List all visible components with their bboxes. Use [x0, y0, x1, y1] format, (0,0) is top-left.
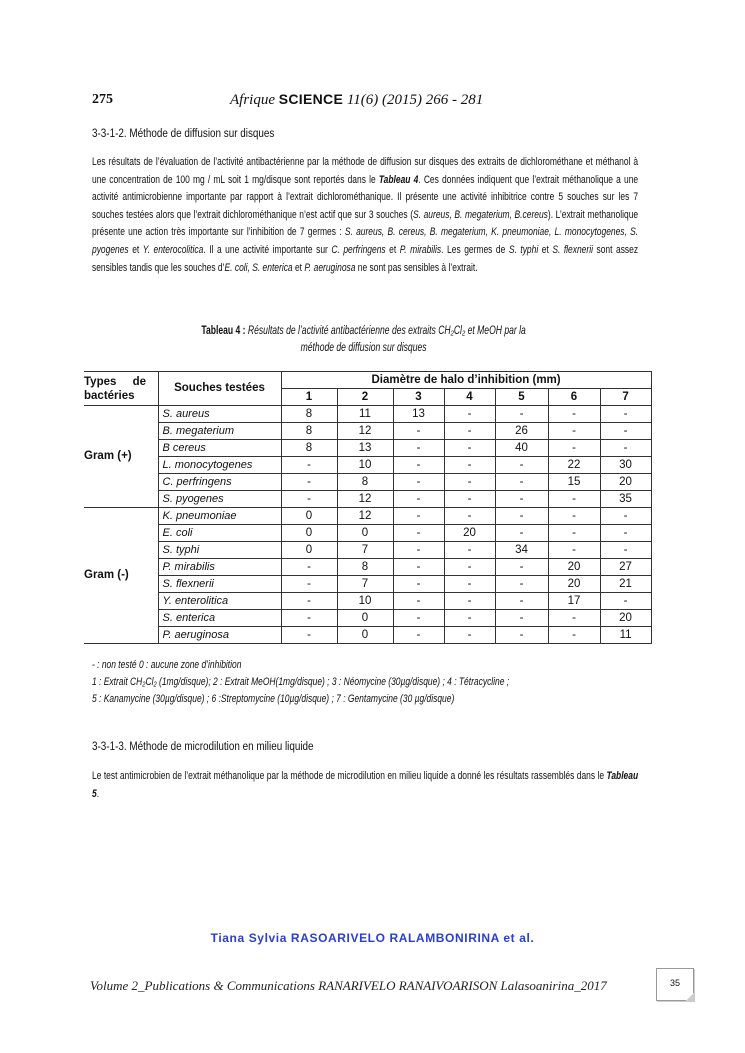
value-cell: -	[495, 559, 548, 576]
table-row	[84, 474, 651, 491]
table-legend	[92, 657, 649, 708]
value-cell: 13	[337, 440, 393, 457]
value-cell: 8	[281, 406, 337, 423]
value-cell: 0	[281, 508, 337, 525]
value-cell: 11	[600, 627, 651, 644]
table-caption	[92, 323, 635, 356]
paragraph-diffusion	[92, 154, 638, 277]
species-ref: E. coli, S. enterica	[224, 261, 293, 274]
value-cell: -	[281, 559, 337, 576]
value-cell: -	[281, 491, 337, 508]
value-cell: 11	[337, 406, 393, 423]
group-label: Gram (+)	[84, 406, 158, 508]
value-cell: -	[281, 576, 337, 593]
value-cell: 17	[548, 593, 600, 610]
section-title-microdilution: 3-3-1-3. Méthode de microdilution en milieu liquide	[92, 741, 314, 753]
species-cell: S. aureus	[158, 406, 281, 423]
value-cell: 20	[600, 610, 651, 627]
value-cell: -	[495, 474, 548, 491]
value-cell: 34	[495, 542, 548, 559]
value-cell: 40	[495, 440, 548, 457]
page-box: 35	[656, 968, 694, 1001]
value-cell: 12	[337, 508, 393, 525]
value-cell: 10	[337, 457, 393, 474]
value-cell: -	[495, 457, 548, 474]
value-cell: -	[548, 525, 600, 542]
value-cell: -	[600, 423, 651, 440]
value-cell: 30	[600, 457, 651, 474]
legend-line: 5 : Kanamycine (30µg/disque) ; 6 :Streptomycine (10µg/disque) ; 7 : Gentamycine (30 µg/disque)	[92, 693, 455, 705]
value-cell: -	[393, 474, 444, 491]
species-cell: S. pyogenes	[158, 491, 281, 508]
value-cell: 12	[337, 423, 393, 440]
types-header	[84, 372, 158, 406]
column-number: 3	[393, 389, 444, 406]
value-cell: -	[495, 525, 548, 542]
value-cell: 21	[600, 576, 651, 593]
text-run: . Il a une activité importante sur	[203, 243, 332, 256]
value-cell: -	[393, 610, 444, 627]
value-cell: -	[393, 440, 444, 457]
header-word: de	[132, 375, 146, 388]
species-ref: S. aureus, B. megaterium, B.cereus	[413, 208, 548, 221]
caption-line: Résultats de l’activité antibactérienne des extraits CH₂Cl₂ et MeOH par la	[247, 324, 526, 337]
value-cell: -	[600, 440, 651, 457]
value-cell: 7	[337, 576, 393, 593]
text-run: ne sont pas sensibles à l’extrait.	[355, 261, 478, 274]
legend-line: - : non testé 0 : aucune zone d’inhibition	[92, 659, 242, 671]
value-cell: -	[548, 406, 600, 423]
journal-header	[230, 91, 483, 109]
value-cell: 20	[600, 474, 651, 491]
species-ref: S. flexnerii	[552, 243, 593, 256]
value-cell: -	[393, 491, 444, 508]
species-cell: S. flexnerii	[158, 576, 281, 593]
table-row	[84, 627, 651, 644]
table-row	[84, 457, 651, 474]
species-cell: C. perfringens	[158, 474, 281, 491]
text-run: .	[96, 787, 100, 800]
value-cell: 26	[495, 423, 548, 440]
species-cell: P. aeruginosa	[158, 627, 281, 644]
value-cell: -	[393, 627, 444, 644]
species-cell: P. mirabilis	[158, 559, 281, 576]
value-cell: -	[495, 576, 548, 593]
species-cell: B cereus	[158, 440, 281, 457]
species-ref: S. aureus, B. cereus, B. megaterium, K. pneumoniae, L. monocytogenes, S. pyogenes	[92, 226, 639, 256]
value-cell: -	[281, 593, 337, 610]
author-line: Tiana Sylvia RASOARIVELO RALAMBONIRINA et al.	[210, 931, 535, 945]
value-cell: -	[281, 457, 337, 474]
value-cell: -	[444, 627, 495, 644]
value-cell: -	[393, 457, 444, 474]
value-cell: -	[444, 406, 495, 423]
species-cell: S. enterica	[158, 610, 281, 627]
value-cell: -	[444, 559, 495, 576]
value-cell: 8	[337, 559, 393, 576]
value-cell: -	[548, 610, 600, 627]
value-cell: -	[444, 508, 495, 525]
species-ref: P. mirabilis	[399, 243, 442, 256]
value-cell: 10	[337, 593, 393, 610]
species-ref: C. perfringens	[331, 243, 386, 256]
value-cell: -	[600, 406, 651, 423]
table-row	[84, 406, 651, 423]
species-ref: Y. enterocolitica	[142, 243, 204, 256]
species-cell: S. typhi	[158, 542, 281, 559]
column-number: 5	[495, 389, 548, 406]
value-cell: 0	[337, 610, 393, 627]
value-cell: -	[444, 542, 495, 559]
table-row	[84, 423, 651, 440]
value-cell: 7	[337, 542, 393, 559]
text-run: . Les germes de	[441, 243, 509, 256]
value-cell: -	[548, 508, 600, 525]
value-cell: -	[444, 491, 495, 508]
paragraph-microdilution	[92, 768, 638, 803]
species-cell: Y. enterolitica	[158, 593, 281, 610]
species-cell: L. monocytogenes	[158, 457, 281, 474]
value-cell: 22	[548, 457, 600, 474]
value-cell: -	[393, 559, 444, 576]
value-cell: -	[393, 508, 444, 525]
table-row	[84, 576, 651, 593]
diameter-header: Diamètre de halo d’inhibition (mm)	[281, 372, 651, 389]
species-ref: S. typhi	[508, 243, 539, 256]
species-ref: P. aeruginosa	[304, 261, 356, 274]
value-cell: 20	[548, 576, 600, 593]
value-cell: -	[495, 610, 548, 627]
text-run: Les résultats de l’évaluation de l’activité antibactérienne par la méthode de diffusion sur disques des extraits de dichlorométhane et méthanol à une concentration de 100 mg / mL soit 1 mg/disque sont reportés dans le	[92, 156, 639, 186]
value-cell: -	[444, 593, 495, 610]
souches-header: Souches testées	[158, 372, 281, 406]
text-run: . Ces données indiquent que l’extrait méthanolique a une activité antimicrobienne importante par rapport à l’extrait dichlorométhanique. Il présente une activité inhibitrice contre 5 souches sur les 7 souches testées alors que l’extrait dichlorométhanique n’est actif que sur 3 souches (	[92, 173, 639, 221]
table-row	[84, 440, 651, 457]
value-cell: -	[444, 440, 495, 457]
section-title-diffusion: 3-3-1-2. Méthode de diffusion sur disques	[92, 128, 275, 140]
value-cell: 8	[337, 474, 393, 491]
caption-line: méthode de diffusion sur disques	[300, 340, 427, 354]
value-cell: 0	[337, 525, 393, 542]
page-number: 275	[92, 92, 113, 107]
value-cell: -	[393, 593, 444, 610]
table-row	[84, 508, 651, 525]
value-cell: -	[393, 542, 444, 559]
text-run: et	[385, 243, 400, 256]
value-cell: -	[600, 508, 651, 525]
table-row	[84, 593, 651, 610]
species-cell: K. pneumoniae	[158, 508, 281, 525]
value-cell: 0	[281, 525, 337, 542]
text-run: ). L’extrait methanolique présente une action très importante sur l’inhibition de 7 germes :	[92, 208, 639, 239]
table-row	[84, 559, 651, 576]
table-row	[84, 491, 651, 508]
value-cell: -	[600, 593, 651, 610]
value-cell: 8	[281, 440, 337, 457]
value-cell: -	[548, 440, 600, 457]
table-ref: Tableau 5	[92, 770, 639, 800]
value-cell: -	[600, 542, 651, 559]
value-cell: 35	[600, 491, 651, 508]
value-cell: -	[548, 491, 600, 508]
column-number: 1	[281, 389, 337, 406]
value-cell: -	[548, 542, 600, 559]
journal-ref: 11(6) (2015) 266 - 281	[346, 92, 484, 108]
value-cell: 0	[337, 627, 393, 644]
species-cell: E. coli	[158, 525, 281, 542]
value-cell: -	[444, 457, 495, 474]
value-cell: 8	[281, 423, 337, 440]
legend-line: 1 : Extrait CH₂Cl₂ (1mg/disque); 2 : Extrait MeOH(1mg/disque) ; 3 : Néomycine (30µg/disque) ; 4 : Tétracycline ;	[92, 676, 510, 688]
value-cell: -	[495, 508, 548, 525]
value-cell: -	[444, 423, 495, 440]
value-cell: 13	[393, 406, 444, 423]
value-cell: -	[393, 423, 444, 440]
value-cell: 0	[281, 542, 337, 559]
results-table	[84, 371, 652, 644]
table-ref: Tableau 4	[378, 173, 419, 186]
value-cell: 20	[548, 559, 600, 576]
value-cell: -	[281, 610, 337, 627]
value-cell: 20	[444, 525, 495, 542]
caption-label: Tableau 4 :	[201, 324, 248, 337]
journal-name: SCIENCE	[278, 91, 344, 107]
value-cell: -	[444, 474, 495, 491]
value-cell: -	[393, 576, 444, 593]
table-row	[84, 525, 651, 542]
header-word: bactéries	[84, 389, 135, 402]
table-row	[84, 542, 651, 559]
species-cell: B. megaterium	[158, 423, 281, 440]
value-cell: -	[393, 525, 444, 542]
group-label: Gram (-)	[84, 508, 158, 644]
column-number: 7	[600, 389, 651, 406]
value-cell: 27	[600, 559, 651, 576]
journal-italic: Afrique	[230, 92, 275, 108]
footer-text: Volume 2_Publications & Communications RANARIVELO RANAIVOARISON Lalasoanirina_2017	[90, 978, 607, 993]
header-word: Types	[84, 375, 117, 388]
value-cell: -	[444, 610, 495, 627]
value-cell: -	[495, 593, 548, 610]
value-cell: -	[495, 491, 548, 508]
value-cell: -	[444, 576, 495, 593]
value-cell: -	[495, 627, 548, 644]
value-cell: -	[281, 474, 337, 491]
value-cell: -	[548, 627, 600, 644]
value-cell: -	[600, 525, 651, 542]
value-cell: -	[495, 406, 548, 423]
table-row	[84, 610, 651, 627]
text-run: Le test antimicrobien de l’extrait méthanolique par la méthode de microdilution en milieu liquide a donné les résultats rassemblés dans le	[92, 770, 607, 782]
text-run: et	[128, 243, 143, 256]
value-cell: 12	[337, 491, 393, 508]
column-number: 4	[444, 389, 495, 406]
text-run: et	[538, 243, 553, 256]
column-number: 6	[548, 389, 600, 406]
value-cell: -	[281, 627, 337, 644]
text-run: et	[292, 261, 305, 274]
column-number: 2	[337, 389, 393, 406]
text-run: sont assez sensibles tandis que les souches d’	[92, 243, 639, 274]
value-cell: 15	[548, 474, 600, 491]
value-cell: -	[548, 423, 600, 440]
